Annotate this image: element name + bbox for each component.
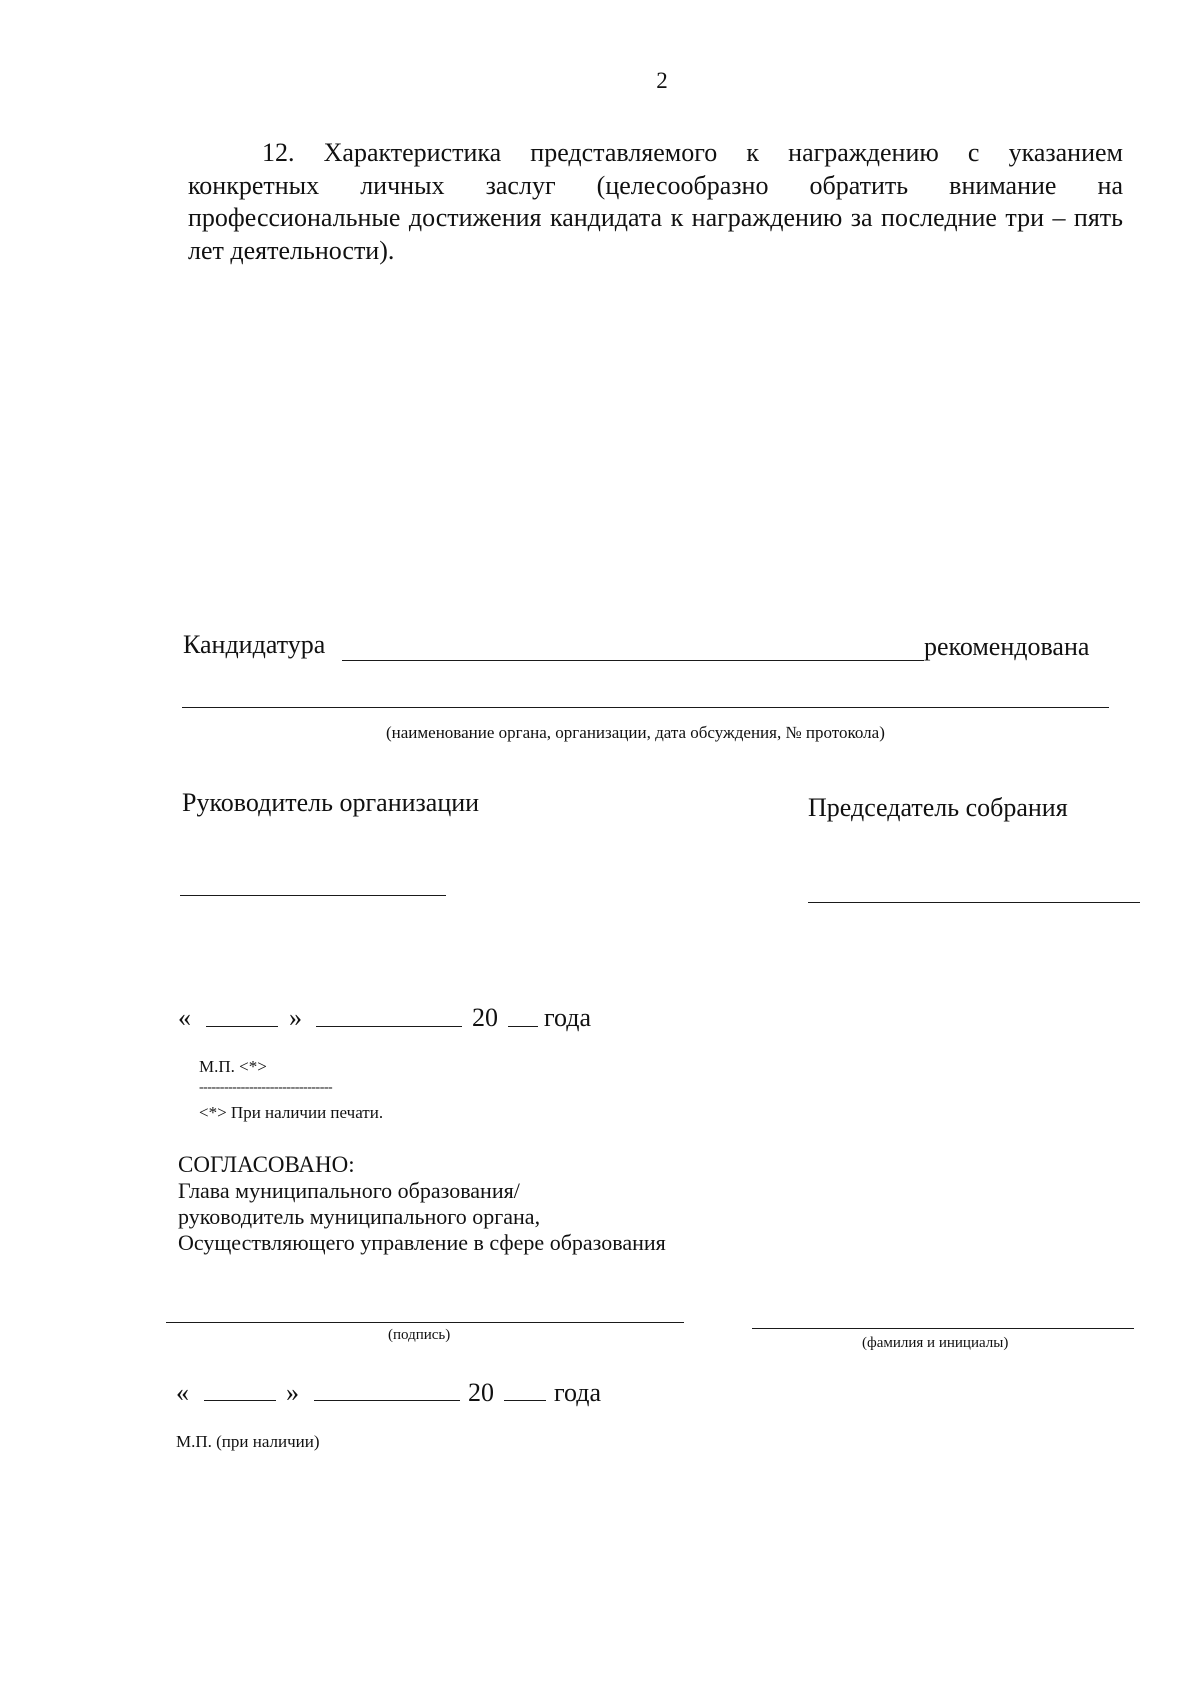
recommended-label: рекомендована	[924, 632, 1090, 661]
stamp1-label: М.П. <*>	[199, 1057, 267, 1076]
candidacy-blank-line	[342, 660, 924, 661]
stamp1-footnote: <*> При наличии печати.	[199, 1103, 384, 1122]
approved-block	[178, 1152, 666, 1256]
chairman-label: Председатель собрания	[808, 793, 1068, 822]
date1-year-line	[508, 1026, 538, 1027]
head-signature-line	[180, 895, 446, 896]
approved-line-1: Глава муниципального образования/	[178, 1178, 520, 1203]
approved-line-2: руководитель муниципального органа,	[178, 1204, 541, 1229]
head-of-organization-label: Руководитель организации	[182, 788, 480, 817]
date1-month-line	[316, 1026, 462, 1027]
organ-caption: (наименование органа, организации, дата обсуждения, № протокола)	[386, 723, 885, 742]
footnote-separator: --------------------------------	[199, 1080, 333, 1095]
date2-month-line	[314, 1400, 460, 1401]
approver-name-line	[752, 1328, 1134, 1329]
name-caption: (фамилия и инициалы)	[862, 1335, 1009, 1351]
date2-year-prefix: 20	[468, 1378, 494, 1407]
chairman-signature-line	[808, 902, 1140, 903]
page-number: 2	[656, 68, 668, 93]
date1-year-word: года	[544, 1003, 592, 1032]
date1-year-prefix: 20	[472, 1003, 498, 1032]
approved-line-3: Осуществляющего управление в сфере образования	[178, 1230, 666, 1255]
date1-close-quote: »	[289, 1003, 302, 1032]
date2-close-quote: »	[286, 1378, 299, 1407]
approver-signature-line	[166, 1322, 684, 1323]
approved-title: СОГЛАСОВАНО:	[178, 1152, 355, 1177]
item-12-paragraph: 12. Характеристика представляемого к награждению с указанием конкретных личных заслуг (целесообразно обратить внимание на профессиональные достижения кандидата к награждению за последние три – пять лет деятельности).	[188, 138, 1123, 265]
date2-open-quote: «	[176, 1378, 189, 1407]
organ-blank-line	[182, 707, 1109, 708]
candidacy-label: Кандидатура	[183, 630, 326, 659]
date2-year-word: года	[554, 1378, 602, 1407]
signature-caption: (подпись)	[388, 1327, 451, 1343]
date2-year-line	[504, 1400, 546, 1401]
date2-day-line	[204, 1400, 276, 1401]
date1-day-line	[206, 1026, 278, 1027]
date1-open-quote: «	[178, 1003, 191, 1032]
stamp2-label: М.П. (при наличии)	[176, 1432, 320, 1451]
